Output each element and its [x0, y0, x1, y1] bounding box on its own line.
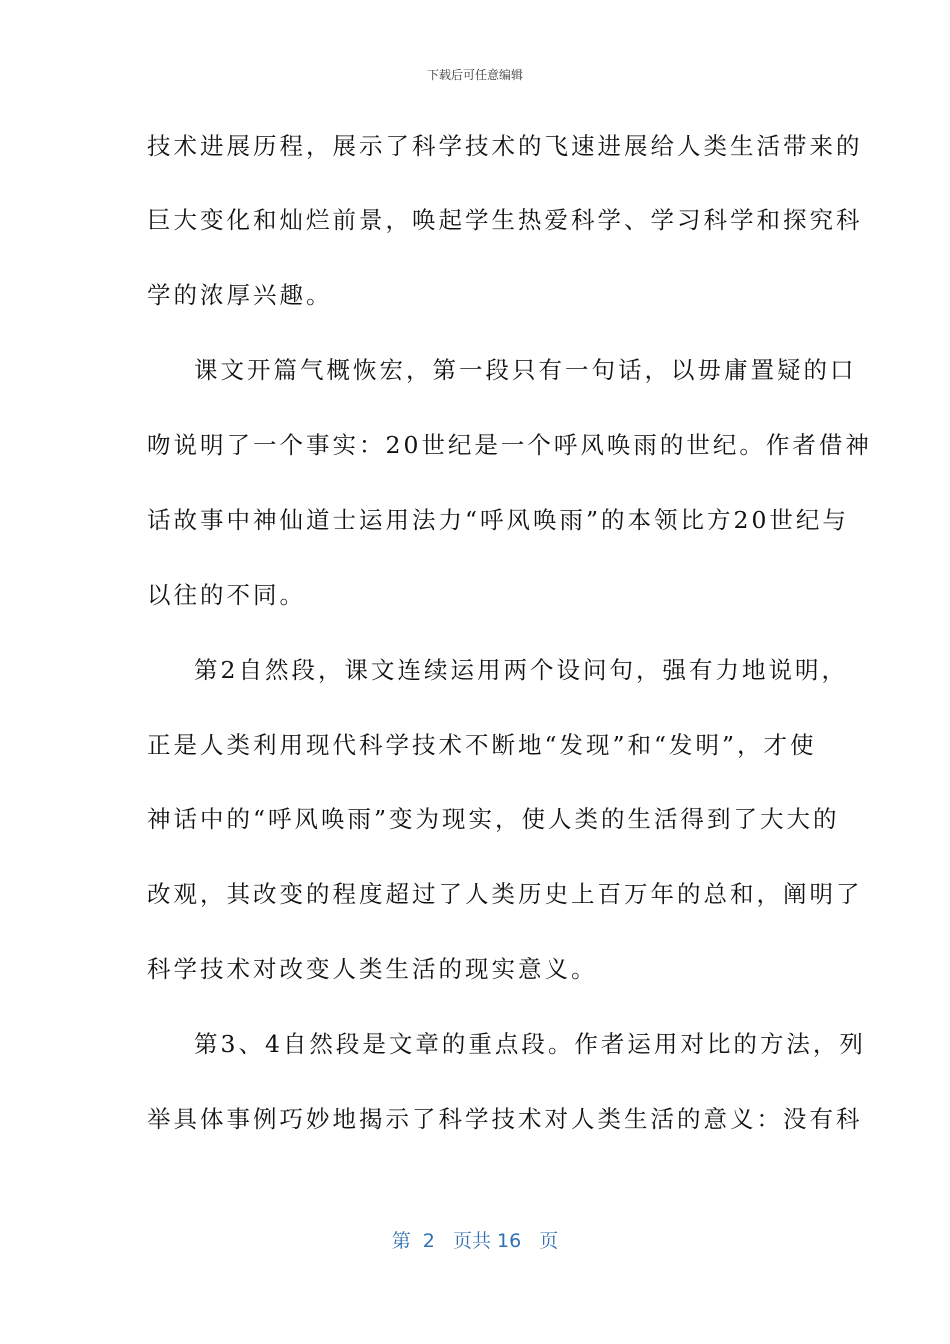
body-line: 话故事中神仙道士运用法力“呼风唤雨”的本领比方20世纪与	[147, 506, 849, 534]
body-line: 正是人类利用现代科学技术不断地“发现”和“发明”，才使	[147, 731, 817, 759]
body-line: 技术进展历程，展示了科学技术的飞速进展给人类生活带来的	[147, 132, 863, 160]
paragraph-first-line: 第2自然段，课文连续运用两个设问句，强有力地说明，	[194, 656, 848, 684]
body-line: 以往的不同。	[147, 581, 306, 609]
body-line: 学的浓厚兴趣。	[147, 281, 333, 309]
body-line: 改观，其改变的程度超过了人类历史上百万年的总和，阐明了	[147, 880, 863, 908]
body-line: 科学技术对改变人类生活的现实意义。	[147, 955, 598, 983]
paragraph-first-line: 第3、4自然段是文章的重点段。作者运用对比的方法，列	[194, 1030, 866, 1058]
page-header-note: 下载后可任意编辑	[426, 68, 523, 82]
page-number-footer: 第 2 页共 16 页	[391, 1230, 559, 1252]
body-line: 举具体事例巧妙地揭示了科学技术对人类生活的意义：没有科	[147, 1105, 863, 1133]
paragraph-first-line: 课文开篇气概恢宏，第一段只有一句话，以毋庸置疑的口	[194, 356, 857, 384]
body-line: 巨大变化和灿烂前景，唤起学生热爱科学、学习科学和探究科	[147, 206, 863, 234]
body-line: 吻说明了一个事实：20世纪是一个呼风唤雨的世纪。作者借神	[147, 431, 872, 459]
body-line: 神话中的“呼风唤雨”变为现实，使人类的生活得到了大大的	[147, 805, 840, 833]
